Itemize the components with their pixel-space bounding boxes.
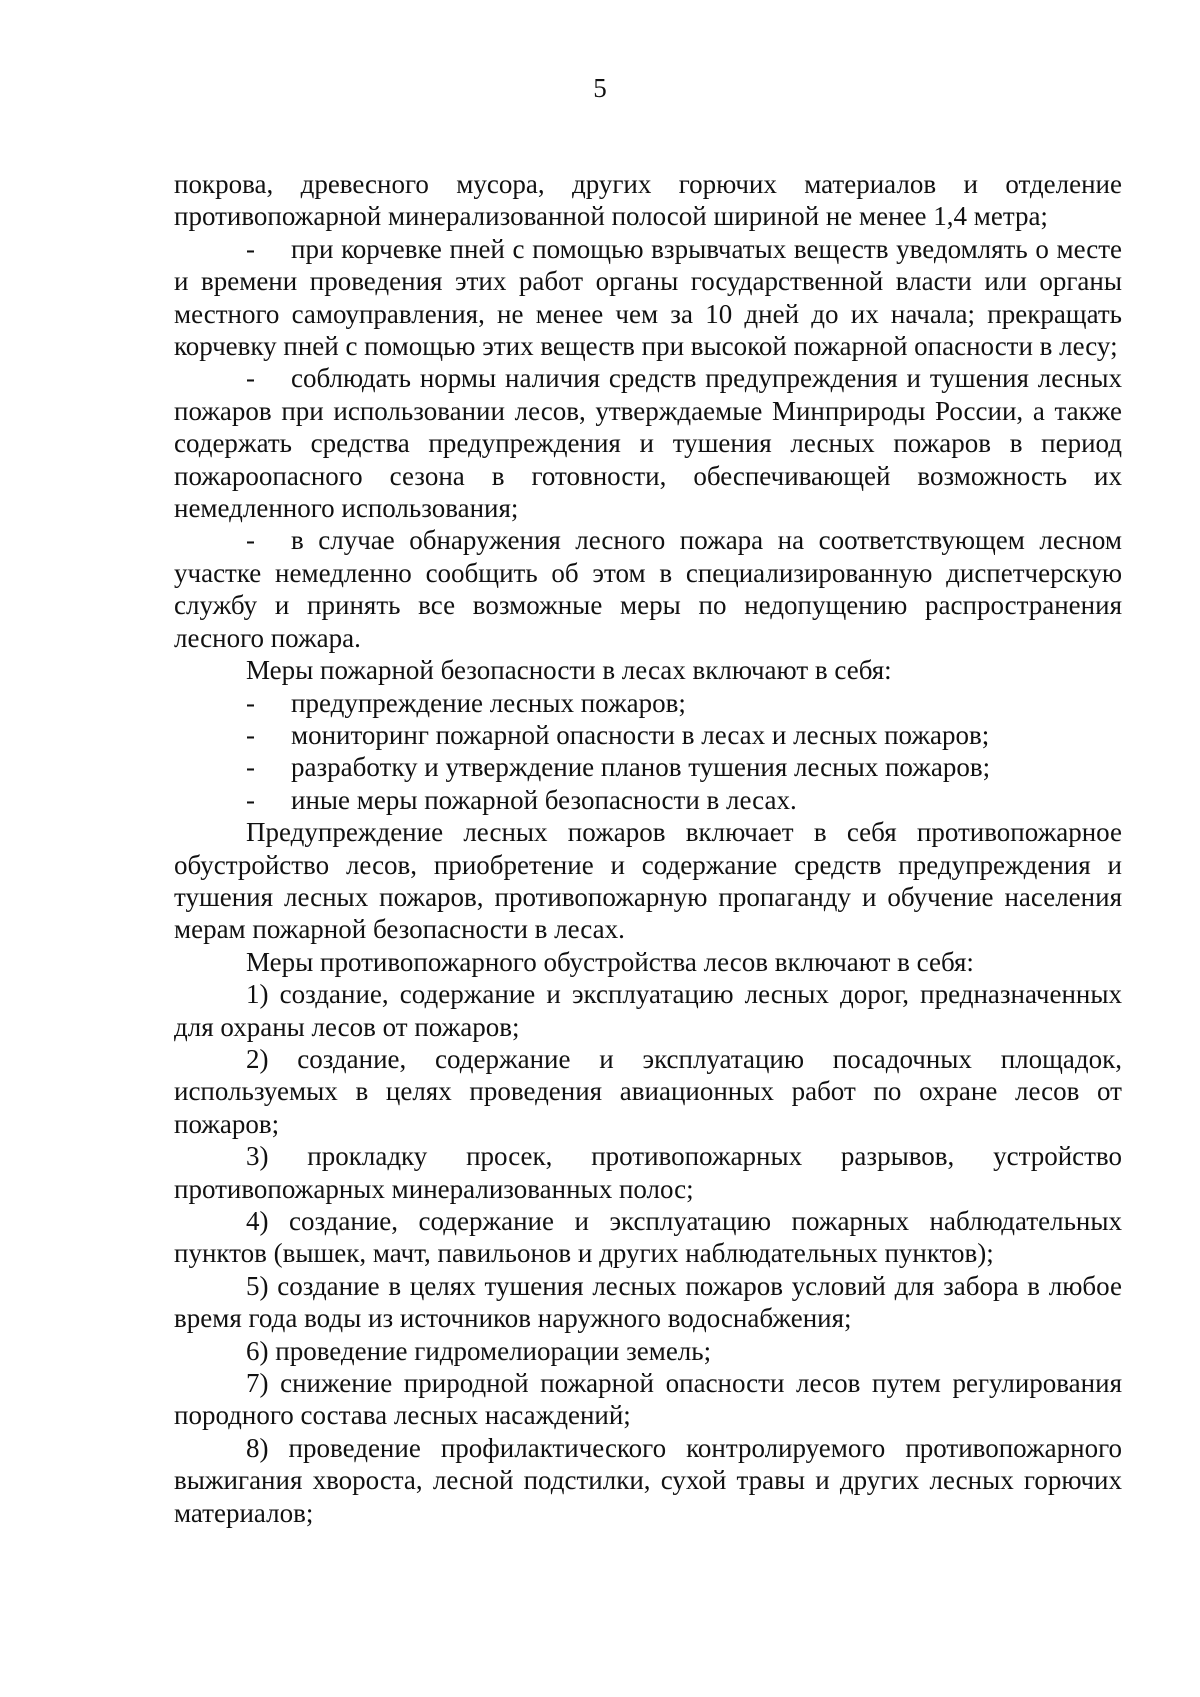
dash-item-text: в случае обнаружения лесного пожара на соответствующем лесном участке немедленно сообщить об этом в специализированную диспетчерскую службу и принять все возможные меры по недопущению распространения лесного пожара. [174,525,1122,653]
numbered-item-6: 6) проведение гидромелиорации земель; [246,1335,712,1366]
numbered-item-7: 7) снижение природной пожарной опасности лесов путем регулирования породного состава лесных насаждений; [174,1368,1122,1431]
dash-marker: - [246,363,255,394]
numbered-item-8: 8) проведение профилактического контролируемого противопожарного выжигания хвороста, лесной подстилки, сухой травы и других лесных горючих материалов; [174,1432,1122,1528]
dash-item-plans [174,751,1122,783]
paragraph-arrangement-intro: Меры противопожарного обустройства лесов включают в себя: [246,946,974,977]
document-body [174,168,1122,1529]
dash-marker: - [246,687,255,718]
paragraph-safety-measures-intro: Меры пожарной безопасности в лесах включают в себя: [246,655,892,686]
dash-item-text: соблюдать нормы наличия средств предупреждения и тушения лесных пожаров при использовании лесов, утверждаемые Минприроды России, а также содержать средства предупреждения и тушения лесных пожаров в период пожароопасного сезона в готовности, обеспечивающей возможность их немедленного использования; [174,363,1122,524]
numbered-item-2: 2) создание, содержание и эксплуатацию посадочных площадок, используемых в целях проведения авиационных работ по охране лесов от пожаров; [174,1043,1122,1139]
dash-marker: - [246,719,255,750]
dash-marker: - [246,525,255,556]
page-number: 5 [593,73,607,103]
dash-item-text: разработку и утверждение планов тушения лесных пожаров; [291,752,991,783]
numbered-item-3: 3) прокладку просек, противопожарных разрывов, устройство противопожарных минерализованных полос; [174,1141,1122,1204]
dash-item-text: при корчевке пней с помощью взрывчатых веществ уведомлять о месте и времени проведения этих работ органы государственной власти или органы местного самоуправления, не менее чем за 10 дней до их начала; прекращать корчевку пней с помощью этих веществ при высокой пожарной опасности в лесу; [174,233,1122,362]
numbered-item-5: 5) создание в целях тушения лесных пожаров условий для забора в любое время года воды из источников наружного водоснабжения; [174,1270,1122,1334]
dash-item-stump-uprooting [174,233,1122,363]
dash-item-text: иные меры пожарной безопасности в лесах. [291,784,797,815]
dash-marker: - [246,752,255,783]
dash-item-fire-detection [174,524,1122,654]
dash-marker: - [246,233,255,264]
dash-item-monitoring [174,719,1122,751]
paragraph-continuation: покрова, древесного мусора, других горючих материалов и отделение противопожарной минерализованной полосой шириной не менее 1,4 метра; [174,169,1122,232]
numbered-item-1: 1) создание, содержание и эксплуатацию лесных дорог, предназначенных для охраны лесов от пожаров; [174,979,1122,1042]
dash-item-fire-equipment-norms [174,362,1122,524]
paragraph-prevention-includes: Предупреждение лесных пожаров включает в себя противопожарное обустройство лесов, приобретение и содержание средств предупреждения и тушения лесных пожаров, противопожарную пропаганду и обучение населения мерам пожарной безопасности в лесах. [174,817,1122,945]
dash-item-text: предупреждение лесных пожаров; [291,687,686,718]
numbered-item-4: 4) создание, содержание и эксплуатацию пожарных наблюдательных пунктов (вышек, мачт, павильонов и других наблюдательных пунктов); [174,1206,1122,1269]
dash-marker: - [246,784,255,815]
dash-item-prevention [174,687,1122,719]
dash-item-other-measures [174,784,1122,816]
dash-item-text: мониторинг пожарной опасности в лесах и лесных пожаров; [291,719,990,750]
